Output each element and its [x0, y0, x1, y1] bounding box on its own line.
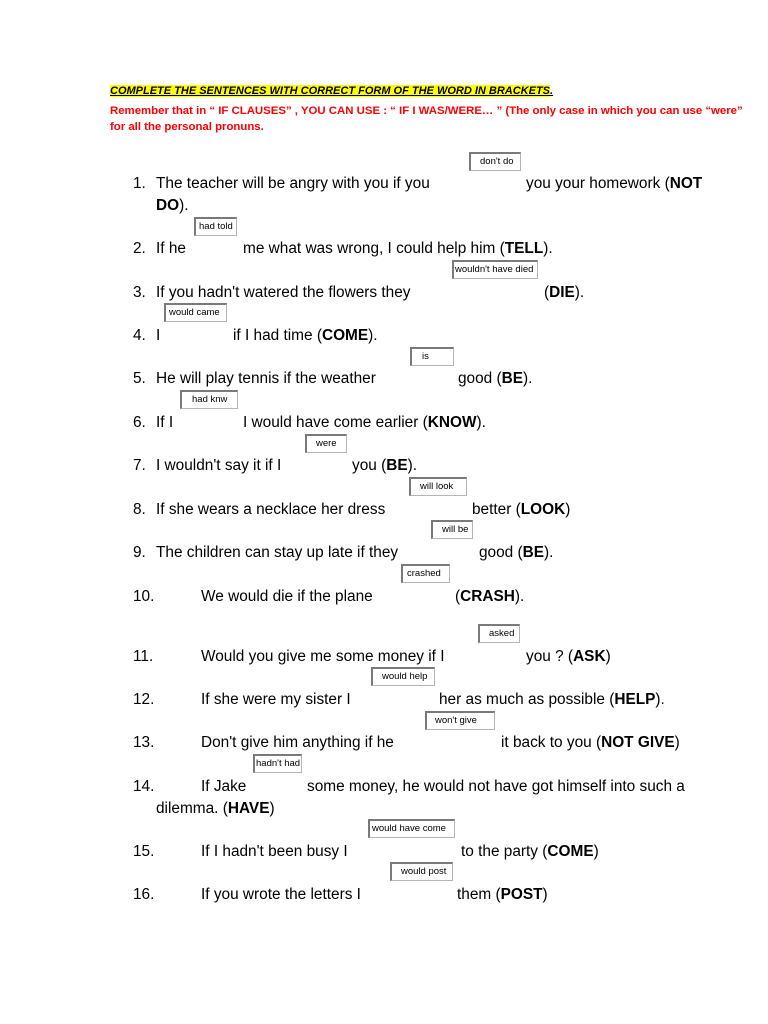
sentence-end: you (BE).	[352, 457, 418, 474]
sentence-end: (DIE).	[544, 284, 585, 301]
answer-box-1[interactable]: don't do	[469, 152, 521, 171]
item-number: 6.	[133, 414, 146, 431]
sentence-end: (CRASH).	[455, 588, 525, 605]
answer-box-12[interactable]: would help	[371, 667, 435, 686]
answer-box-2[interactable]: had told	[194, 217, 237, 236]
sentence-start: If you wrote the letters I	[201, 886, 361, 903]
answer-box-7[interactable]: were	[305, 434, 347, 453]
sentence-end: you ? (ASK)	[526, 648, 611, 665]
sentence-start: We would die if the plane	[201, 588, 373, 605]
sentence-start: The children can stay up late if they	[156, 544, 399, 561]
sentence-end: good (BE).	[458, 370, 533, 387]
answer-box-9[interactable]: will be	[431, 520, 473, 539]
sentence-start: I	[156, 327, 161, 344]
answer-box-14[interactable]: hadn't had	[253, 754, 302, 773]
item-number: 8.	[133, 501, 146, 518]
answer-box-16[interactable]: would post	[390, 862, 453, 881]
item-number: 9.	[133, 544, 146, 561]
answer-box-10[interactable]: crashed	[401, 564, 450, 583]
sentence-end: if I had time (COME).	[233, 327, 378, 344]
sentence-end: better (LOOK)	[472, 501, 571, 518]
sentence-start: Don't give him anything if he	[201, 734, 394, 751]
item-number: 7.	[133, 457, 146, 474]
sentence-start: If she were my sister I	[201, 691, 351, 708]
item-number: 13.	[133, 734, 155, 751]
item-number: 16.	[133, 886, 155, 903]
sentence-end: good (BE).	[479, 544, 554, 561]
sentence-start: The teacher will be angry with you if you	[156, 175, 430, 192]
sentence-end: some money, he would not have got himself into such a	[307, 778, 685, 795]
answer-box-15[interactable]: would have come	[368, 819, 455, 838]
answer-box-8[interactable]: will look	[409, 477, 467, 496]
sentence-start: If you hadn't watered the flowers they	[156, 284, 411, 301]
answer-box-3[interactable]: wouldn't have died	[452, 260, 538, 279]
sentence-end: it back to you (NOT GIVE)	[501, 734, 680, 751]
sentence-start: If he	[156, 240, 186, 257]
answer-box-6[interactable]: had knw	[180, 390, 238, 409]
item-number: 5.	[133, 370, 146, 387]
exercise-1-line2: DO).	[156, 197, 189, 214]
sentence-start: I wouldn't say it if I	[156, 457, 282, 474]
answer-box-5[interactable]: is	[410, 347, 454, 366]
sentence-end: her as much as possible (HELP).	[439, 691, 665, 708]
item-number: 2.	[133, 240, 146, 257]
item-number: 1.	[133, 175, 146, 192]
sentence-start: If I hadn't been busy I	[201, 843, 348, 860]
sentence-end: me what was wrong, I could help him (TELL).	[243, 240, 553, 257]
sentence-start: If I	[156, 414, 174, 431]
sentence-end: I would have come earlier (KNOW).	[243, 414, 486, 431]
answer-box-13[interactable]: won't give	[425, 711, 495, 730]
answer-box-4[interactable]: would came	[164, 303, 227, 322]
item-number: 15.	[133, 843, 155, 860]
item-number: 12.	[133, 691, 155, 708]
sentence-start: If she wears a necklace her dress	[156, 501, 386, 518]
exercise-14-line2: dilemma. (HAVE)	[156, 800, 275, 817]
sentence-end: to the party (COME)	[461, 843, 599, 860]
worksheet-title: COMPLETE THE SENTENCES WITH CORRECT FORM OF THE WORD IN BRACKETS.	[110, 85, 554, 97]
answer-box-11[interactable]: asked	[478, 624, 520, 643]
item-number: 14.	[133, 778, 155, 795]
item-number: 11.	[133, 648, 154, 665]
sentence-start: If Jake	[201, 778, 247, 795]
item-number: 4.	[133, 327, 146, 344]
worksheet-note: Remember that in “ IF CLAUSES” , YOU CAN USE : “ IF I WAS/WERE… ” (The only case in which you can use “were” for all the personal pronuns.	[110, 105, 743, 133]
sentence-start: He will play tennis if the weather	[156, 370, 376, 387]
item-number: 10.	[133, 588, 155, 605]
sentence-end: you your homework (NOT	[526, 175, 703, 192]
item-number: 3.	[133, 284, 146, 301]
sentence-start: Would you give me some money if I	[201, 648, 445, 665]
sentence-end: them (POST)	[457, 886, 548, 903]
